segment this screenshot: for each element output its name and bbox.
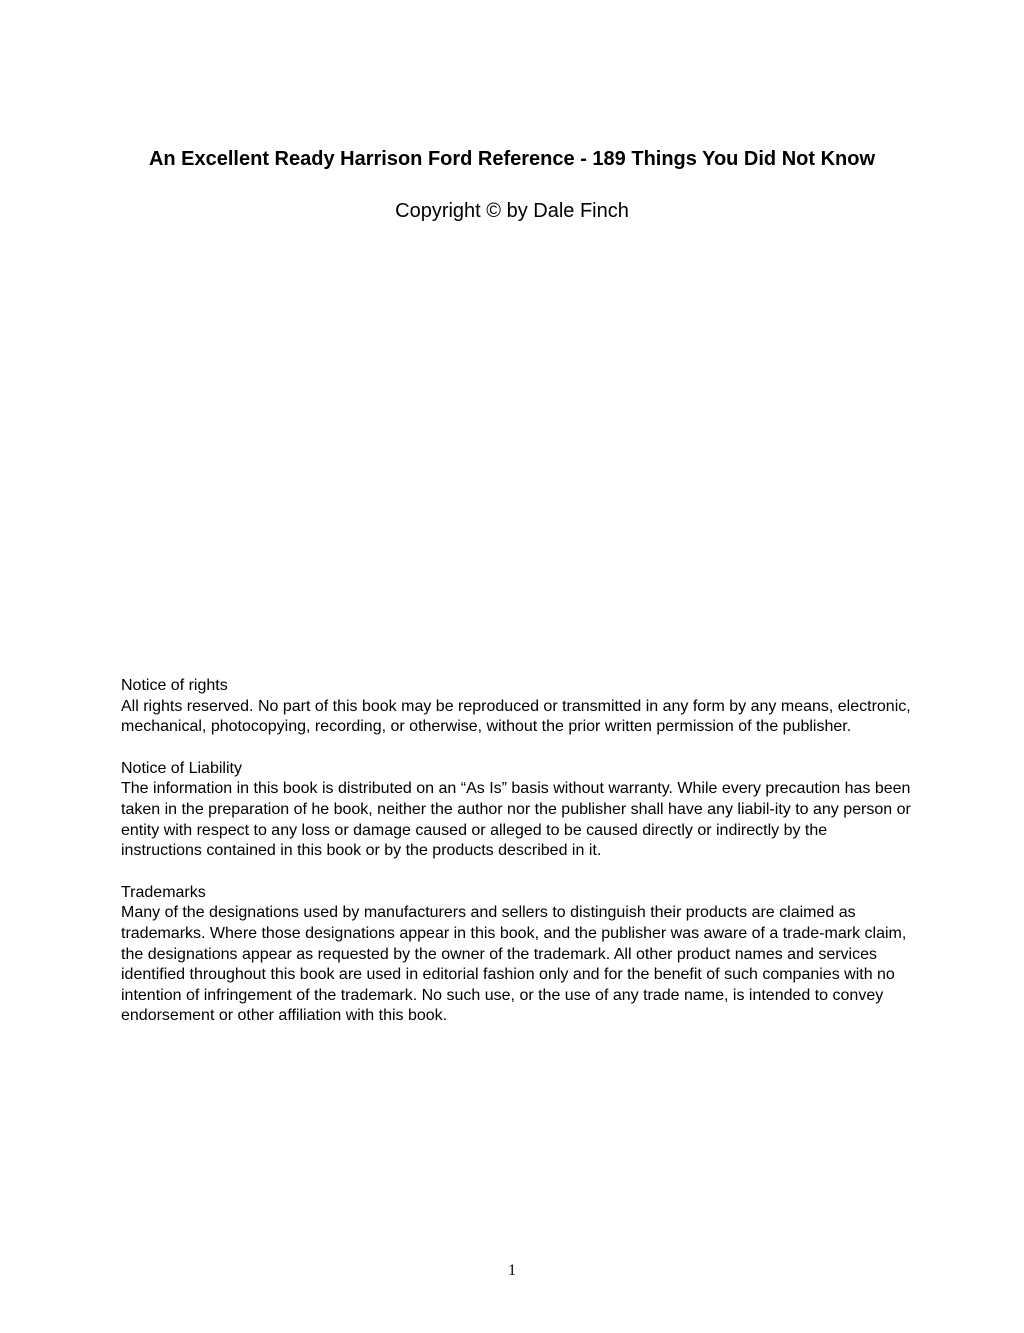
notice-of-liability-section — [121, 759, 911, 862]
notice-of-rights-text: All rights reserved. No part of this book may be reproduced or transmitted in any form by any means, electronic, mechanical, photocopying, recording, or otherwise, without the prior written permission of the publisher. — [121, 697, 911, 736]
notice-of-rights-heading: Notice of rights — [121, 677, 228, 694]
page-number: 1 — [508, 1262, 516, 1279]
notice-of-liability-text: The information in this book is distributed on an “As Is” basis without warranty. While every precaution has been taken in the preparation of he book, neither the author nor the publisher shall have any liabil-ity to any person or entity with respect to any loss or damage caused or alleged to be caused directly or indirectly by the instructions contained in this book or by the products described in it. — [121, 780, 911, 860]
trademarks-section — [121, 883, 911, 1027]
notice-of-rights-section — [121, 676, 911, 738]
book-title: An Excellent Ready Harrison Ford Reference - 189 Things You Did Not Know — [148, 148, 876, 170]
notice-of-liability-heading: Notice of Liability — [121, 759, 242, 777]
copyright-line: Copyright © by Dale Finch — [395, 200, 629, 222]
trademarks-text: Many of the designations used by manufacturers and sellers to distinguish their products are claimed as trademarks. Where those designations appear in this book, and the publisher was aware of a trade-mark claim, the designations appear as requested by the owner of the trademark. All other product names and services identified throughout this book are used in editorial fashion only and for the benefit of such companies with no intention of infringement of the trademark. No such use, or the use of any trade name, is intended to convey endorsement or other affiliation with this book. — [121, 904, 907, 1025]
legal-notices — [121, 676, 911, 1048]
trademarks-heading: Trademarks — [121, 883, 206, 901]
